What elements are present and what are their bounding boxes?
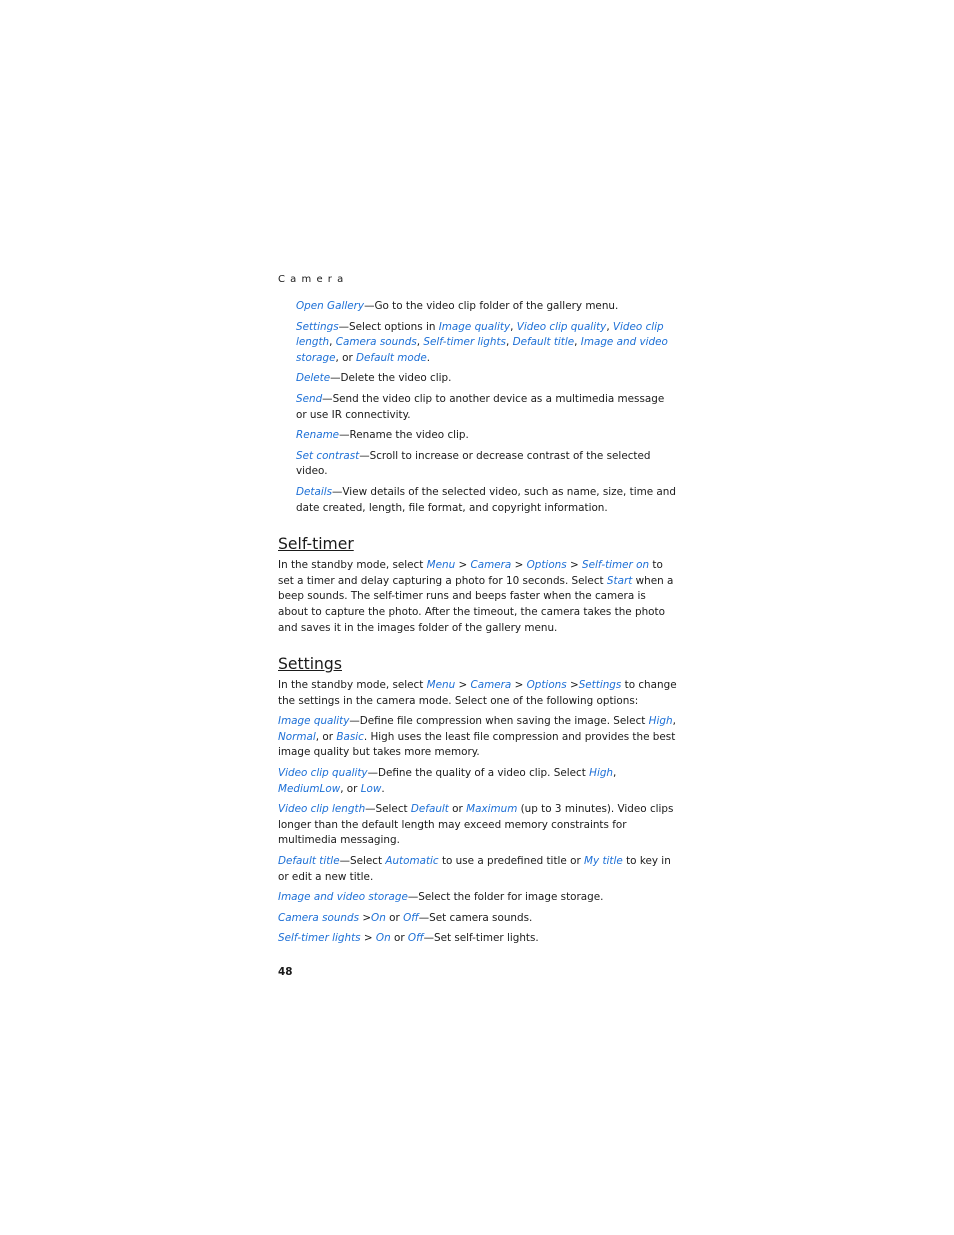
- path-separator: >: [455, 679, 471, 692]
- term-video-clip-quality: Video clip quality: [278, 767, 368, 780]
- setting-video-clip-quality: [278, 766, 678, 797]
- separator: ,: [329, 336, 336, 349]
- desc-details: —View details of the selected video, such as name, size, time and date created, length, file format, and copyright information.: [296, 485, 676, 514]
- term-send: Send: [296, 392, 323, 405]
- text-run: to set a timer and delay capturing a photo for 10 seconds. Select: [278, 559, 663, 587]
- link-off: Off: [407, 932, 424, 945]
- setting-storage: [278, 890, 678, 906]
- term-rename: Rename: [296, 429, 340, 442]
- path-separator: >: [511, 679, 527, 692]
- text-run: —Select: [365, 803, 411, 816]
- period: .: [381, 782, 385, 795]
- desc-open-gallery: —Go to the video clip folder of the gallery menu.: [364, 300, 619, 312]
- heading-self-timer: Self-timer: [278, 535, 354, 554]
- separator: ,: [606, 320, 613, 333]
- separator: ,: [510, 320, 517, 333]
- text-run: In the standby mode, select: [278, 679, 427, 692]
- setting-default-title: [278, 854, 678, 885]
- separator: , or: [340, 782, 361, 795]
- path-separator: >: [566, 559, 582, 572]
- page-number: 48: [278, 966, 293, 978]
- link-maximum: Maximum: [466, 803, 518, 816]
- link-high: High: [589, 767, 614, 780]
- link-normal: Normal: [278, 730, 316, 743]
- heading-settings: Settings: [278, 655, 342, 674]
- option-details: [296, 485, 678, 516]
- separator: ,: [505, 336, 513, 349]
- link-camera-sounds: Camera sounds: [335, 336, 417, 349]
- term-default-title: Default title: [278, 855, 340, 868]
- term-set-contrast: Set contrast: [296, 449, 360, 462]
- link-on: On: [371, 911, 386, 924]
- separator: ,: [613, 767, 617, 780]
- link-options: Options: [526, 679, 567, 692]
- separator: ,: [672, 715, 676, 728]
- manual-page: [278, 274, 678, 978]
- option-settings: [296, 320, 678, 367]
- link-high: High: [648, 715, 673, 728]
- separator: ,: [574, 336, 581, 349]
- text-run: to change the settings in the camera mode. Select one of the following options:: [278, 679, 677, 707]
- term-delete: Delete: [296, 372, 331, 385]
- desc-set-contrast: —Scroll to increase or decrease contrast of the selected video.: [296, 449, 651, 478]
- link-default: Default: [410, 803, 449, 816]
- text-run: —Select: [339, 855, 386, 868]
- separator: ,: [416, 336, 424, 349]
- link-video-clip-length: Video clip length: [296, 320, 664, 349]
- separator: or: [448, 803, 467, 816]
- desc-delete: —Delete the video clip.: [330, 372, 452, 385]
- text-run: to use a predefined title or: [438, 855, 585, 868]
- term-image-quality: Image quality: [278, 715, 350, 728]
- path-separator: >: [359, 911, 372, 924]
- link-self-timer-on: Self-timer on: [581, 559, 650, 572]
- option-open-gallery: [296, 299, 678, 315]
- link-settings: Settings: [578, 679, 622, 692]
- link-options: Options: [526, 559, 567, 572]
- separator: or: [390, 932, 408, 945]
- path-separator: >: [511, 559, 527, 572]
- link-basic: Basic: [336, 730, 364, 743]
- text-run: when a beep sounds. The self-timer runs and beeps faster when the camera is about to capture the photo. After the timeout, the camera takes the photo and saves it in the images folder of the gallery menu.: [278, 574, 674, 634]
- text-run: . High uses the least file compression and provides the best image quality but takes more memory.: [278, 730, 676, 759]
- link-camera: Camera: [470, 679, 512, 692]
- text-run: —Set camera sounds.: [418, 911, 533, 924]
- option-set-contrast: [296, 449, 678, 480]
- term-details: Details: [296, 485, 333, 498]
- desc-rename: —Rename the video clip.: [339, 429, 469, 442]
- link-image-quality: Image quality: [438, 320, 511, 333]
- link-on: On: [375, 932, 391, 945]
- settings-intro: [278, 678, 678, 709]
- term-video-clip-length: Video clip length: [278, 803, 366, 816]
- term-open-gallery: Open Gallery: [296, 300, 365, 312]
- setting-video-clip-length: [278, 802, 678, 849]
- setting-camera-sounds: [278, 911, 678, 927]
- text-run: —Define file compression when saving the image. Select: [349, 715, 649, 728]
- setting-image-quality: [278, 714, 678, 761]
- term-self-timer-lights: Self-timer lights: [278, 932, 361, 945]
- text-run: —Select the folder for image storage.: [407, 891, 604, 904]
- chapter-header: Camera: [278, 274, 349, 285]
- term-settings: Settings: [296, 320, 339, 333]
- option-rename: [296, 428, 678, 444]
- link-camera: Camera: [470, 559, 512, 572]
- link-menu: Menu: [426, 559, 456, 572]
- option-send: [296, 392, 678, 423]
- text-run: In the standby mode, select: [278, 559, 427, 572]
- path-separator: >: [566, 679, 579, 692]
- link-medium-low: MediumLow: [278, 782, 341, 795]
- text-run: —Define the quality of a video clip. Select: [367, 767, 590, 780]
- setting-self-timer-lights: [278, 931, 678, 947]
- link-image-video-storage: Image and video storage: [296, 336, 668, 364]
- link-default-mode: Default mode: [356, 351, 427, 364]
- separator: , or: [335, 351, 357, 364]
- term-image-video-storage: Image and video storage: [278, 891, 408, 904]
- settings-lead: —Select options in: [338, 320, 439, 333]
- period: .: [426, 351, 431, 364]
- text-run: (up to 3 minutes). Video clips longer than the default length may exceed memory constraints for multimedia messaging.: [278, 803, 674, 847]
- separator: or: [385, 911, 404, 924]
- term-camera-sounds: Camera sounds: [278, 911, 360, 924]
- link-my-title: My title: [584, 855, 623, 868]
- link-video-clip-quality: Video clip quality: [516, 320, 607, 333]
- path-separator: >: [455, 559, 471, 572]
- path-separator: >: [360, 932, 376, 945]
- link-low: Low: [360, 782, 382, 795]
- link-menu: Menu: [426, 679, 456, 692]
- text-run: —Set self-timer lights.: [423, 932, 539, 945]
- desc-send: —Send the video clip to another device as a multimedia message or use IR connectivity.: [296, 392, 665, 421]
- self-timer-paragraph: [278, 558, 678, 636]
- link-automatic: Automatic: [385, 855, 439, 868]
- separator: , or: [315, 730, 337, 743]
- text-run: to key in or edit a new title.: [278, 855, 671, 883]
- link-default-title: Default title: [512, 336, 575, 349]
- link-self-timer-lights: Self-timer lights: [423, 336, 506, 349]
- link-off: Off: [403, 911, 419, 924]
- link-start: Start: [606, 574, 633, 587]
- option-delete: [296, 371, 678, 387]
